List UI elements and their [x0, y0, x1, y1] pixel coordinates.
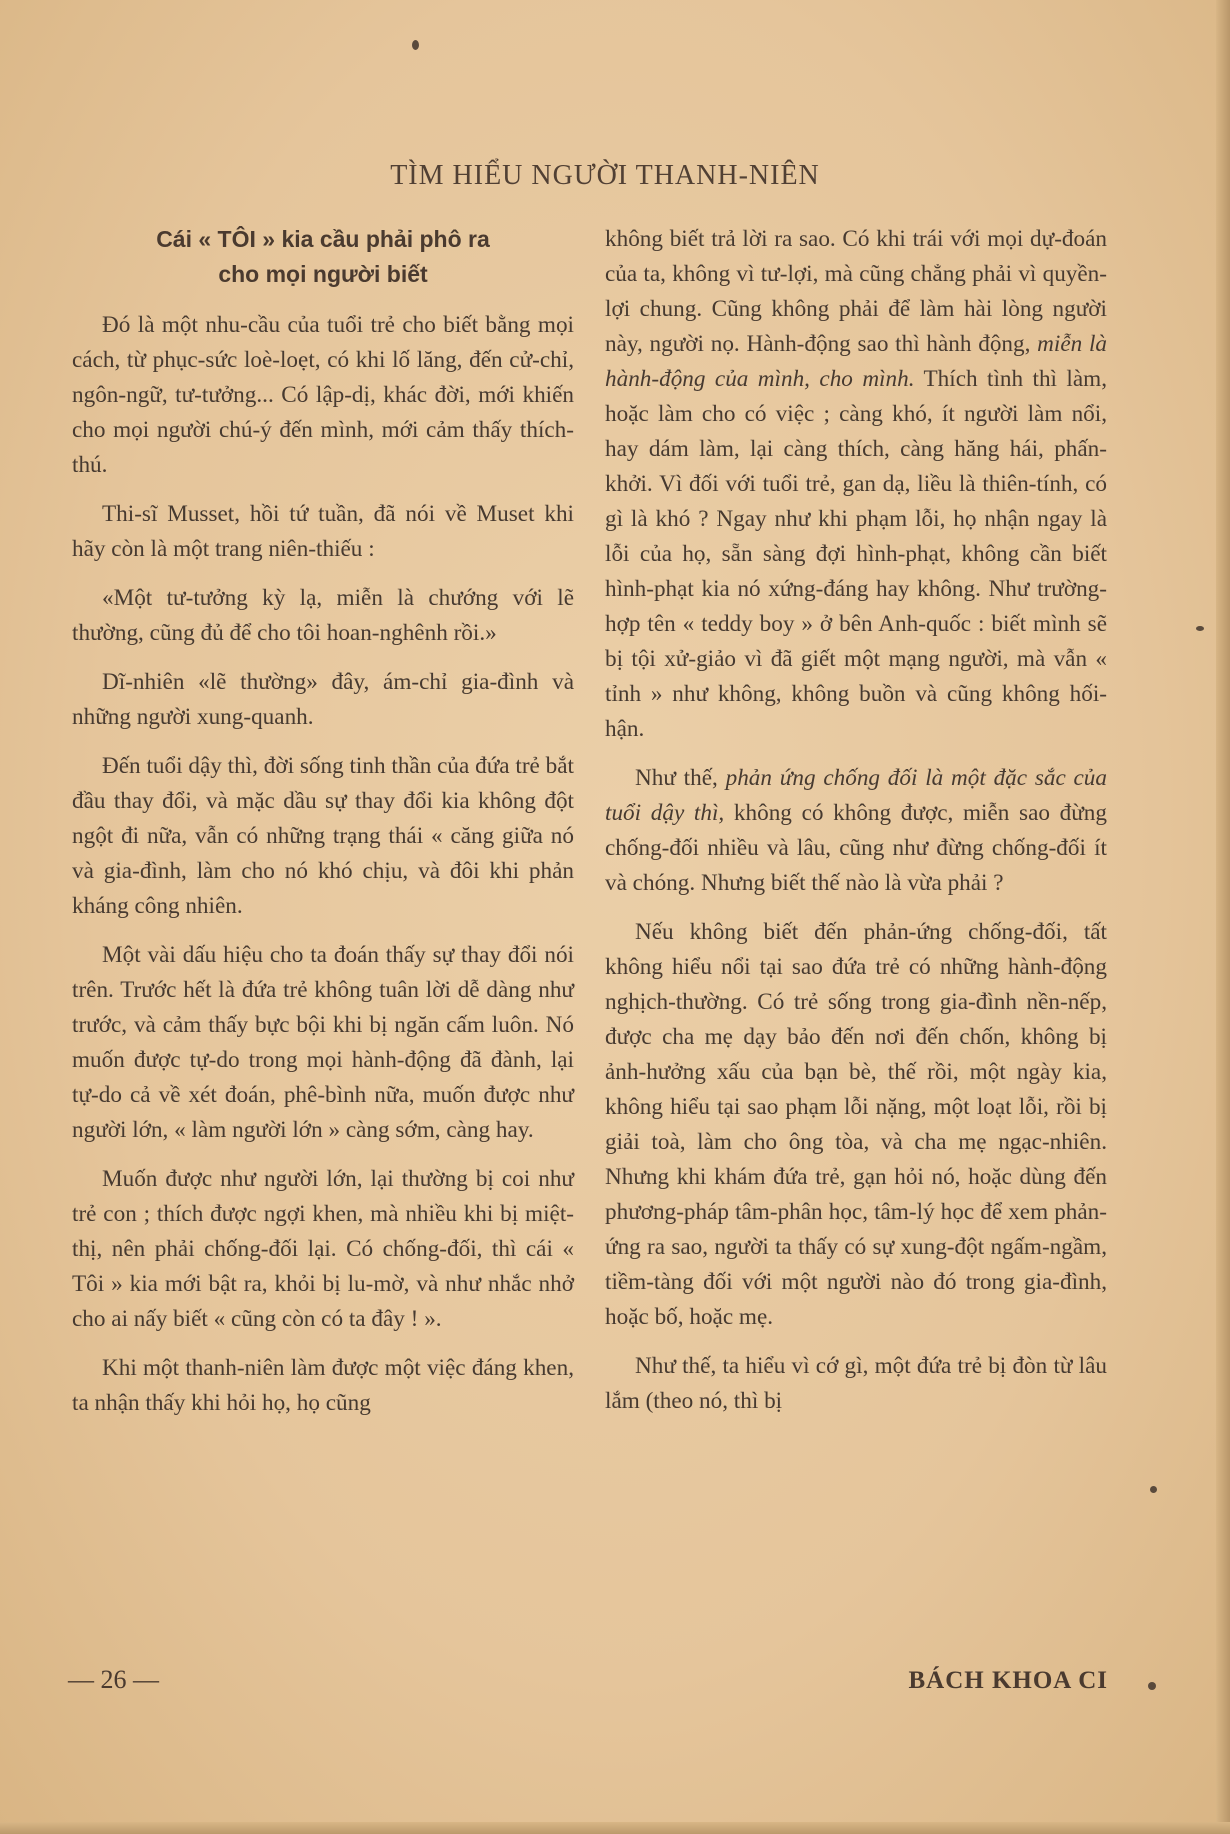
- section-subheading: [72, 222, 574, 292]
- subheading-line-2: cho mọi người biết: [218, 261, 428, 287]
- running-title: TÌM HIỂU NGƯỜI THANH-NIÊN: [390, 160, 820, 191]
- ink-speck: [1150, 1486, 1157, 1493]
- paragraph: Một vài dấu hiệu cho ta đoán thấy sự thay đổi nói trên. Trước hết là đứa trẻ không tuân lời dễ dàng như trước, và cảm thấy bực bội khi bị ngăn cấm luôn. Nó muốn được tự-do trong mọi hành-động đã đành, lại tự-do cả về xét đoán, phê-bình nữa, muốn được như người lớn, « làm người lớn » càng sớm, càng hay.: [72, 942, 574, 1143]
- text-run: không có không được, miễn sao đừng chống-đối nhiều và lâu, cũng như đừng chống-đối ít và chóng. Nhưng biết thế nào là vừa phải ?: [605, 800, 1107, 896]
- emphasis-text: miễn là hành-động của mình, cho mình.: [605, 331, 1107, 392]
- ink-speck: [1148, 1682, 1156, 1690]
- paragraph: Dĩ-nhiên «lẽ thường» đây, ám-chỉ gia-đình và những người xung-quanh.: [72, 669, 574, 730]
- paragraph: Nếu không biết đến phản-ứng chống-đối, tất không hiểu nổi tại sao đứa trẻ có những hành-động nghịch-thường. Có trẻ sống trong gia-đình nền-nếp, được cha mẹ dạy bảo đến nơi đến chốn, không bị ảnh-hưởng xấu của bạn bè, thế rồi, một ngày kia, không hiểu tại sao phạm lỗi nặng, một loạt lỗi, rồi bị giải toà, làm cho ông tòa, và cha mẹ ngạc-nhiên. Nhưng khi khám đứa trẻ, gạn hỏi nó, hoặc dùng đến phương-pháp tâm-phân học, tâm-lý học để xem phản-ứng ra sao, người ta thấy có sự xung-đột ngấm-ngầm, tiềm-tàng đối với một người nào đó trong gia-đình, hoặc bố, hoặc mẹ.: [605, 919, 1107, 1330]
- paragraph: Đó là một nhu-cầu của tuổi trẻ cho biết bằng mọi cách, từ phục-sức loè-loẹt, có khi lố lăng, đến cử-chỉ, ngôn-ngữ, tư-tưởng... Có lập-dị, khác đời, mới khiến cho mọi người chú-ý đến mình, mới cảm thấy thích-thú.: [72, 312, 574, 478]
- subheading-line-1: Cái « TÔI » kia cầu phải phô ra: [156, 226, 490, 252]
- paragraph: Như thế, ta hiểu vì cớ gì, một đứa trẻ bị đòn từ lâu lắm (theo nó, thì bị: [605, 1353, 1107, 1414]
- paragraph: Thi-sĩ Musset, hồi tứ tuần, đã nói về Muset khi hãy còn là một trang niên-thiếu :: [72, 501, 574, 562]
- ink-speck: [1196, 626, 1204, 631]
- magazine-name: BÁCH KHOA CI: [908, 1667, 1108, 1694]
- paragraph: [605, 761, 1107, 901]
- page-edge-bottom: [0, 1822, 1230, 1834]
- emphasis-text: phản ứng chống đối là một đặc sắc của tuổi dậy thì,: [605, 765, 1107, 826]
- paragraph-continued: [605, 222, 1107, 747]
- paragraph: Đến tuổi dậy thì, đời sống tinh thần của đứa trẻ bắt đầu thay đổi, và mặc dầu sự thay đổi kia không đột ngột đi nữa, vẫn có những trạng thái « căng giữa nó và gia-đình, làm cho nó khó chịu, và đôi khi phản kháng công nhiên.: [72, 753, 574, 919]
- paragraph: Muốn được như người lớn, lại thường bị coi như trẻ con ; thích được ngợi khen, mà nhiều khi bị miệt-thị, nên phải chống-đối lại. Có chống-đối, thì cái « Tôi » kia mới bật ra, khỏi bị lu-mờ, và như nhắc nhở cho ai nấy biết « cũng còn có ta đây ! ».: [72, 1166, 574, 1332]
- page-number: — 26 —: [68, 1665, 159, 1694]
- quotation: «Một tư-tưởng kỳ lạ, miễn là chướng với lẽ thường, cũng đủ để cho tôi hoan-nghênh rồi.»: [72, 585, 574, 646]
- text-run: không biết trả lời ra sao. Có khi trái với mọi dự-đoán của ta, không vì tư-lợi, mà cũng chẳng phải vì quyền-lợi chung. Cũng không phải để làm hài lòng người này, người nọ. Hành-động sao thì hành động,: [605, 226, 1107, 357]
- left-column: [72, 222, 574, 1435]
- text-run: Thích tình thì làm, hoặc làm cho có việc ; càng khó, ít người làm nổi, hay dám làm, lại càng thích, càng hăng hái, phấn-khởi. Vì đối với tuổi trẻ, gan dạ, liều là thiên-tính, có gì là khó ? Ngay như khi phạm lỗi, họ nhận ngay là lỗi của họ, sẵn sàng đợi hình-phạt, không cần biết hình-phạt kia nó xứng-đáng hay không. Như trường-hợp tên « teddy boy » ở bên Anh-quốc : biết mình sẽ bị tội xử-giảo vì đã giết một mạng người, mà vẫn « tỉnh » như không, không buồn và cũng không hối-hận.: [605, 366, 1107, 742]
- ink-speck: [412, 40, 419, 50]
- paragraph: Khi một thanh-niên làm được một việc đáng khen, ta nhận thấy khi hỏi họ, họ cũng: [72, 1355, 574, 1416]
- text-run: Như thế,: [635, 765, 726, 791]
- right-column: [605, 222, 1107, 1433]
- page-edge-right: [1216, 0, 1230, 1834]
